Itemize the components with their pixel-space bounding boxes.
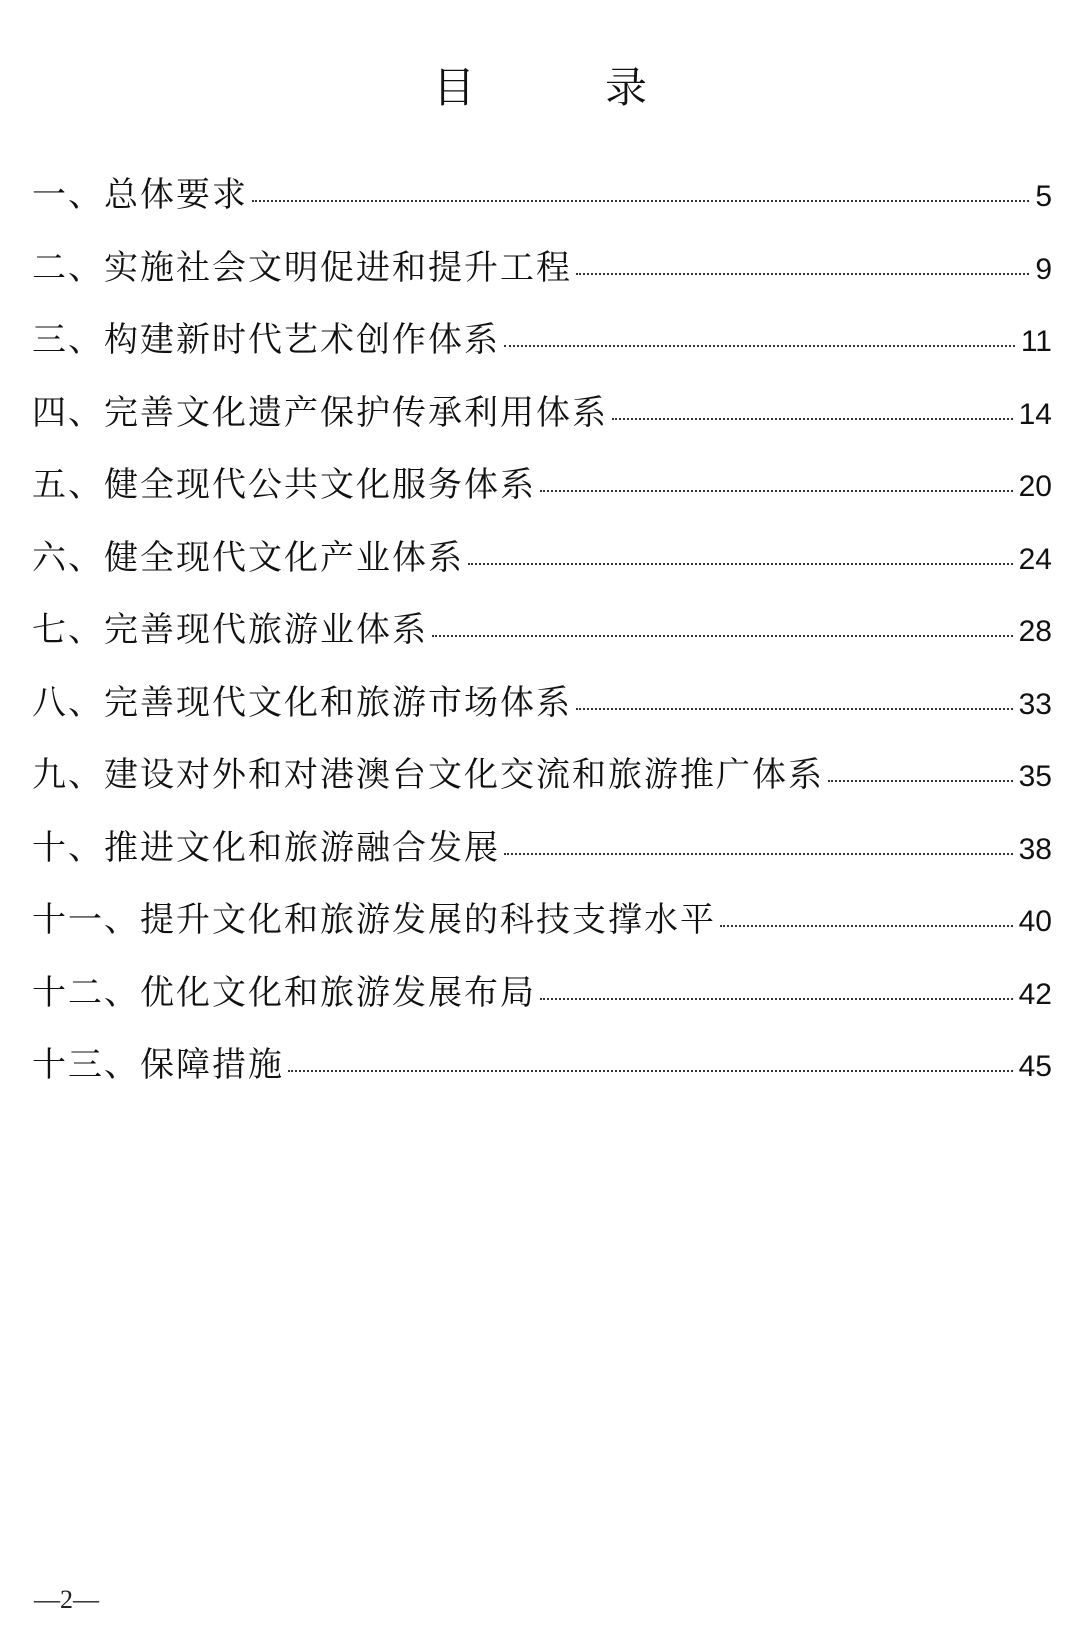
toc-leader-dots xyxy=(504,853,1013,855)
toc-entry[interactable] xyxy=(32,895,1052,968)
toc-entry-page: 11 xyxy=(1020,325,1052,358)
toc-entry[interactable] xyxy=(32,243,1052,316)
toc-entry[interactable] xyxy=(32,388,1052,461)
toc-entry[interactable] xyxy=(32,533,1052,606)
toc-entry-label: 二、实施社会文明促进和提升工程 xyxy=(32,247,572,288)
toc-entry[interactable] xyxy=(32,460,1052,533)
table-of-contents xyxy=(32,170,1052,1113)
toc-entry-label: 一、总体要求 xyxy=(32,175,248,215)
toc-entry-label: 五、健全现代公共文化服务体系 xyxy=(32,465,536,505)
toc-entry-label: 四、完善文化遗产保护传承利用体系 xyxy=(32,392,608,433)
toc-entry[interactable] xyxy=(32,1040,1052,1113)
toc-entry-page: 28 xyxy=(1018,615,1052,648)
toc-entry-label: 六、健全现代文化产业体系 xyxy=(32,537,464,578)
toc-leader-dots xyxy=(576,708,1013,710)
toc-entry-label: 十、推进文化和旅游融合发展 xyxy=(32,827,500,868)
toc-entry-page: 24 xyxy=(1018,542,1052,576)
toc-leader-dots xyxy=(576,273,1029,275)
toc-leader-dots xyxy=(432,635,1013,637)
toc-entry[interactable] xyxy=(32,968,1052,1041)
toc-entry-page: 35 xyxy=(1018,760,1052,793)
toc-leader-dots xyxy=(288,1070,1013,1072)
page-number: —2— xyxy=(34,1585,99,1614)
toc-entry[interactable] xyxy=(32,678,1052,751)
toc-entry-page: 42 xyxy=(1018,977,1052,1011)
toc-leader-dots xyxy=(720,925,1013,927)
toc-entry-page: 45 xyxy=(1018,1050,1052,1083)
toc-entry-label: 十一、提升文化和旅游发展的科技支撑水平 xyxy=(32,900,716,940)
toc-entry-page: 33 xyxy=(1018,687,1052,721)
toc-entry-label: 三、构建新时代艺术创作体系 xyxy=(32,320,500,360)
toc-entry-page: 5 xyxy=(1035,180,1052,213)
page-title: 目 录 xyxy=(432,63,691,113)
toc-leader-dots xyxy=(252,200,1029,202)
toc-entry-page: 20 xyxy=(1018,470,1052,503)
toc-entry-label: 九、建设对外和对港澳台文化交流和旅游推广体系 xyxy=(32,755,824,795)
toc-entry-label: 十三、保障措施 xyxy=(32,1045,284,1085)
toc-leader-dots xyxy=(828,780,1013,782)
toc-entry[interactable] xyxy=(32,750,1052,823)
toc-entry-page: 40 xyxy=(1018,905,1052,938)
toc-leader-dots xyxy=(612,418,1013,420)
toc-entry[interactable] xyxy=(32,315,1052,388)
toc-leader-dots xyxy=(540,490,1013,492)
toc-entry[interactable] xyxy=(32,823,1052,896)
toc-entry[interactable] xyxy=(32,605,1052,678)
toc-leader-dots xyxy=(468,563,1013,565)
toc-entry-page: 38 xyxy=(1018,832,1052,866)
toc-leader-dots xyxy=(504,345,1015,347)
toc-entry[interactable] xyxy=(32,170,1052,243)
toc-entry-label: 十二、优化文化和旅游发展布局 xyxy=(32,972,536,1013)
toc-entry-label: 七、完善现代旅游业体系 xyxy=(32,610,428,650)
toc-entry-page: 14 xyxy=(1018,397,1052,431)
toc-entry-page: 9 xyxy=(1035,252,1052,286)
toc-leader-dots xyxy=(540,998,1013,1000)
toc-entry-label: 八、完善现代文化和旅游市场体系 xyxy=(32,682,572,723)
